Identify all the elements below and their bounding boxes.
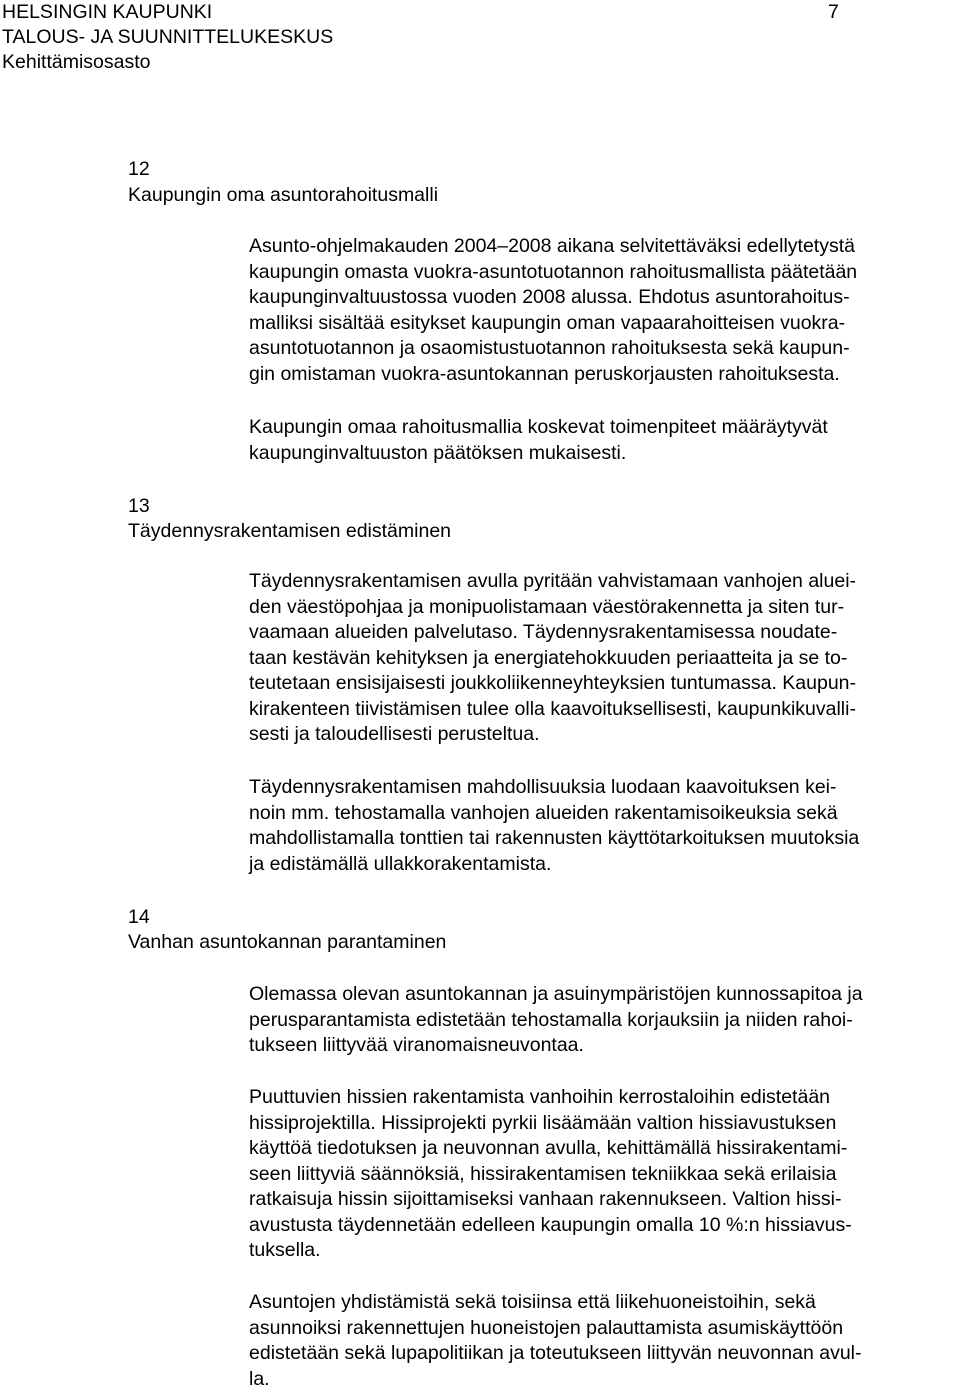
text-line: ratkaisuja hissin sijoittamiseksi vanhaan rakennukseen. Valtion hissi- bbox=[249, 1187, 960, 1213]
text-line: Olemassa olevan asuntokannan ja asuinympäristöjen kunnossapitoa ja bbox=[249, 982, 960, 1008]
text-line: seen liittyviä säännöksiä, hissirakentamisen tekniikkaa sekä erilaisia bbox=[249, 1162, 960, 1188]
text-line: hissiprojektilla. Hissiprojekti pyrkii lisäämään valtion hissiavustuksen bbox=[249, 1111, 960, 1137]
text-line: vaamaan alueiden palvelutaso. Täydennysrakentamisessa noudate- bbox=[249, 620, 960, 646]
text-line: kirakenteen tiivistämisen tulee olla kaavoituksellisesti, kaupunkikuvalli- bbox=[249, 697, 960, 723]
section-13-number: 13 bbox=[128, 493, 150, 519]
text-line: sesti ja taloudellisesti perusteltua. bbox=[249, 722, 960, 748]
text-line: Asuntojen yhdistämistä sekä toisiinsa että liikehuoneistoihin, sekä bbox=[249, 1290, 960, 1316]
text-line: Puuttuvien hissien rakentamista vanhoihin kerrostaloihin edistetään bbox=[249, 1085, 960, 1111]
page-number: 7 bbox=[828, 0, 839, 24]
text-line: asunnoiksi rakennettujen huoneistojen palauttamista asumiskäyttöön bbox=[249, 1316, 960, 1342]
text-line: ja edistämällä ullakkorakentamista. bbox=[249, 852, 960, 878]
section-14-number: 14 bbox=[128, 904, 150, 930]
text-line: Täydennysrakentamisen mahdollisuuksia luodaan kaavoituksen kei- bbox=[249, 775, 960, 801]
text-line: kaupungin omasta vuokra-asuntotuotannon rahoitusmallista päätetään bbox=[249, 260, 960, 286]
text-line: teutetaan ensisijaisesti joukkoliikenneyhteyksien tuntumassa. Kaupun- bbox=[249, 671, 960, 697]
section-12-number: 12 bbox=[128, 156, 150, 182]
text-line: Täydennysrakentamisen avulla pyritään vahvistamaan vanhojen aluei- bbox=[249, 569, 960, 595]
text-line: kaupunginvaltuuston päätöksen mukaisesti. bbox=[249, 441, 960, 467]
text-line: Asunto-ohjelmakauden 2004–2008 aikana selvitettäväksi edellytetystä bbox=[249, 234, 960, 260]
department-name: Kehittämisosasto bbox=[2, 50, 151, 74]
section-13-title: Täydennysrakentamisen edistäminen bbox=[128, 518, 451, 544]
text-line: Kaupungin omaa rahoitusmallia koskevat toimenpiteet määräytyvät bbox=[249, 415, 960, 441]
text-line: kaupunginvaltuustossa vuoden 2008 alussa. Ehdotus asuntorahoitus- bbox=[249, 285, 960, 311]
text-line: avustusta täydennetään edelleen kaupungin omalla 10 %:n hissiavus- bbox=[249, 1213, 960, 1239]
section-14-paragraph-1 bbox=[249, 982, 960, 1059]
text-line: la. bbox=[249, 1367, 960, 1392]
text-line: malliksi sisältää esitykset kaupungin oman vapaarahoitteisen vuokra- bbox=[249, 311, 960, 337]
center-name: TALOUS- JA SUUNNITTELUKESKUS bbox=[2, 25, 333, 49]
organization-name: HELSINGIN KAUPUNKI bbox=[2, 0, 212, 24]
text-line: tukseen liittyvää viranomaisneuvontaa. bbox=[249, 1033, 960, 1059]
section-13-paragraph-2 bbox=[249, 775, 960, 877]
text-line: taan kestävän kehityksen ja energiatehokkuuden periaatteita ja se to- bbox=[249, 646, 960, 672]
section-14-paragraph-2 bbox=[249, 1085, 960, 1264]
section-14-title: Vanhan asuntokannan parantaminen bbox=[128, 929, 446, 955]
text-line: tuksella. bbox=[249, 1238, 960, 1264]
section-12-paragraph-2 bbox=[249, 415, 960, 466]
section-12-paragraph-1 bbox=[249, 234, 960, 387]
text-line: gin omistaman vuokra-asuntokannan peruskorjausten rahoituksesta. bbox=[249, 362, 960, 388]
section-14-paragraph-3 bbox=[249, 1290, 960, 1392]
text-line: perusparantamista edistetään tehostamalla korjauksiin ja niiden rahoi- bbox=[249, 1008, 960, 1034]
section-12-title: Kaupungin oma asuntorahoitusmalli bbox=[128, 182, 438, 208]
text-line: käyttöä tiedotuksen ja neuvonnan avulla, kehittämällä hissirakentami- bbox=[249, 1136, 960, 1162]
text-line: mahdollistamalla tonttien tai rakennusten käyttötarkoituksen muutoksia bbox=[249, 826, 960, 852]
text-line: noin mm. tehostamalla vanhojen alueiden rakentamisoikeuksia sekä bbox=[249, 801, 960, 827]
section-13-paragraph-1 bbox=[249, 569, 960, 748]
text-line: asuntotuotannon ja osaomistustuotannon rahoituksesta sekä kaupun- bbox=[249, 336, 960, 362]
text-line: den väestöpohjaa ja monipuolistamaan väestörakennetta ja siten tur- bbox=[249, 595, 960, 621]
text-line: edistetään sekä lupapolitiikan ja toteutukseen liittyvän neuvonnan avul- bbox=[249, 1341, 960, 1367]
